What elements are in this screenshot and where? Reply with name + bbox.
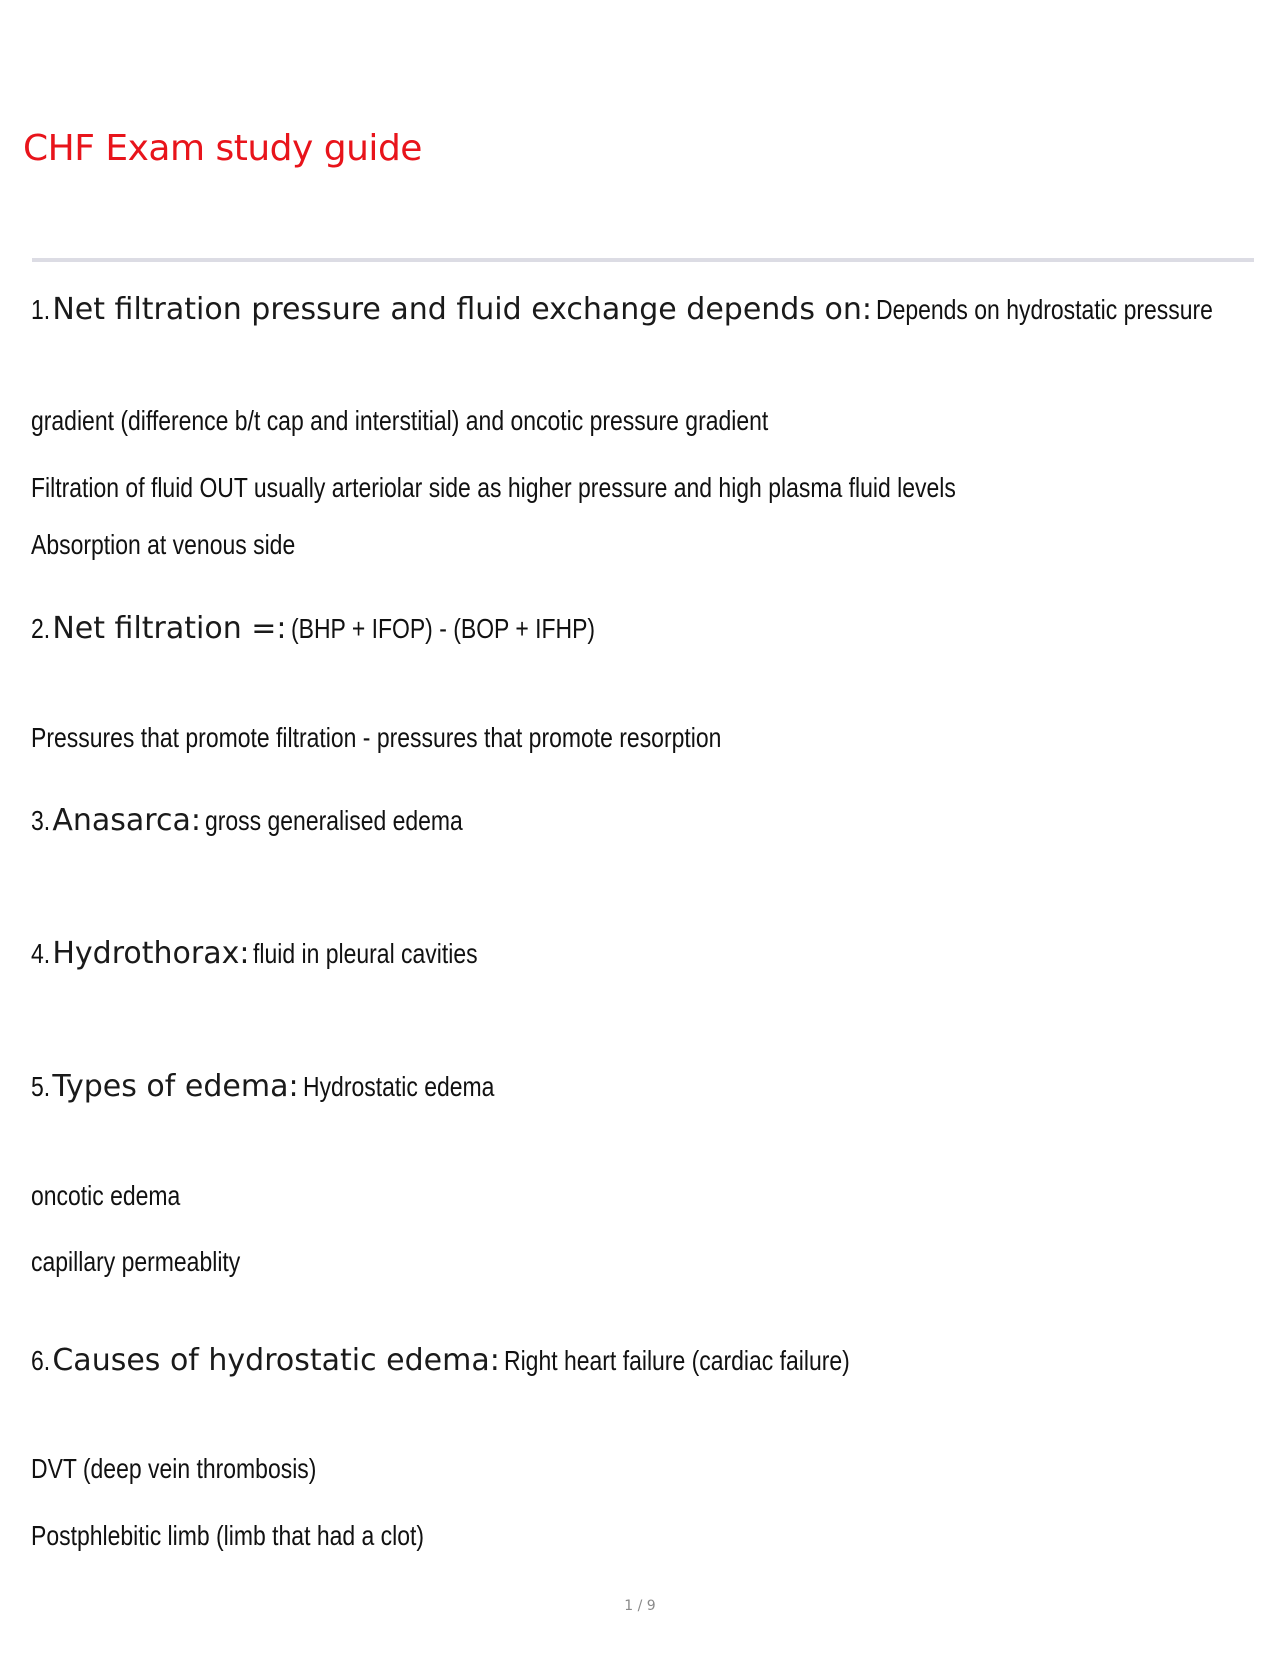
question-3 [31, 803, 519, 838]
page-number: 1 / 9 [624, 1598, 656, 1614]
question-number: 3. [31, 805, 51, 836]
question-5 [31, 1069, 536, 1104]
answer-line: DVT (deep vein thrombosis) [31, 1453, 317, 1484]
answer-line: Absorption at venous side [31, 529, 296, 560]
question-answer: Hydrostatic edema [302, 1071, 494, 1102]
question-number: 1. [31, 294, 51, 325]
question-term: Types of edema: [52, 1069, 299, 1104]
question-answer: (BHP + IFOP) - (BOP + IFHP) [290, 613, 595, 644]
question-number: 5. [31, 1071, 51, 1102]
title-divider [32, 258, 1254, 262]
question-answer: fluid in pleural cavities [253, 938, 479, 969]
question-term: Hydrothorax: [52, 936, 250, 971]
question-term: Anasarca: [52, 803, 201, 838]
answer-line: capillary permeablity [31, 1246, 241, 1277]
answer-line: Postphlebitic limb (limb that had a clot) [31, 1520, 425, 1551]
question-4 [31, 936, 527, 971]
question-6 [31, 1343, 926, 1378]
question-1 [31, 292, 1280, 327]
question-answer: gross generalised edema [204, 805, 463, 836]
question-term: Net filtration =: [52, 611, 287, 646]
answer-line: Filtration of fluid OUT usually arteriolar side as higher pressure and high plasma fluid levels [31, 472, 956, 503]
question-answer: Right heart failure (cardiac failure) [503, 1345, 850, 1376]
question-answer: Depends on hydrostatic pressure [875, 294, 1213, 325]
question-number: 2. [31, 613, 51, 644]
answer-line: gradient (difference b/t cap and interstitial) and oncotic pressure gradient [31, 405, 769, 436]
question-number: 4. [31, 938, 51, 969]
question-term: Net filtration pressure and fluid exchange depends on: [52, 292, 872, 327]
answer-line: oncotic edema [31, 1180, 181, 1211]
answer-line: Pressures that promote filtration - pressures that promote resorption [31, 722, 722, 753]
question-2 [31, 611, 661, 646]
question-number: 6. [31, 1345, 51, 1376]
question-term: Causes of hydrostatic edema: [52, 1343, 500, 1378]
document-title: CHF Exam study guide [23, 128, 422, 169]
